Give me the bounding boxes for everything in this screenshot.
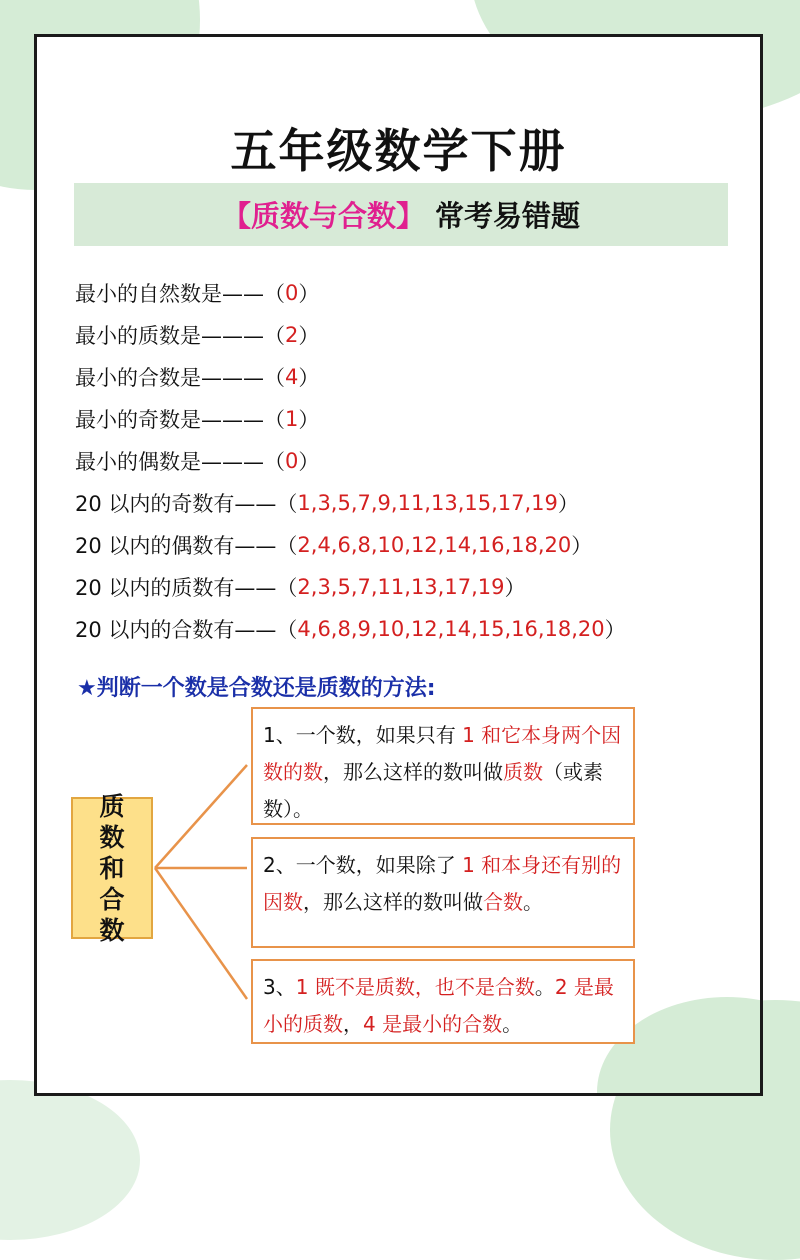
connector-line-bottom bbox=[155, 868, 247, 999]
rule-highlight: 4 是最小的合数 bbox=[363, 1012, 503, 1036]
fact-row: 最小的自然数是—— （ 0 ） bbox=[75, 272, 626, 314]
rule-text: 。 bbox=[534, 975, 555, 999]
side-label-prime-and-composite bbox=[71, 791, 153, 945]
fact-question: 最小的自然数是—— bbox=[75, 282, 264, 306]
side-label-char: 质 bbox=[99, 791, 125, 821]
rule-text: ，那么这样的数叫做 bbox=[303, 890, 483, 914]
rule-highlight: 合数 bbox=[483, 890, 523, 914]
rule-text: 。 bbox=[502, 1012, 523, 1036]
rule-box-prime bbox=[251, 707, 635, 825]
fact-question: 最小的偶数是——— bbox=[75, 450, 264, 474]
fact-row: 20 以内的偶数有—— （ 2,4,6,8,10,12,14,16,18,20 ） bbox=[75, 524, 626, 566]
bg-blob-bottom-left bbox=[0, 1080, 140, 1240]
fact-question: 20 以内的质数有—— bbox=[75, 576, 277, 600]
fact-answer: 4 bbox=[285, 365, 299, 389]
fact-question: 最小的质数是——— bbox=[75, 324, 264, 348]
fact-question: 20 以内的偶数有—— bbox=[75, 534, 277, 558]
fact-question: 20 以内的合数有—— bbox=[75, 618, 277, 642]
rule-highlight: 1 既不是质数，也不是合数 bbox=[295, 975, 535, 999]
fact-row: 最小的奇数是——— （ 1 ） bbox=[75, 398, 626, 440]
fact-row: 最小的合数是——— （ 4 ） bbox=[75, 356, 626, 398]
fact-answer: 2,4,6,8,10,12,14,16,18,20 bbox=[297, 533, 572, 557]
fact-row: 20 以内的合数有—— （ 4,6,8,9,10,12,14,15,16,18,20 ） bbox=[75, 608, 626, 650]
rule-highlight: 质数 bbox=[503, 760, 543, 784]
rule-highlight: 2 是最小的质数 bbox=[263, 975, 614, 1036]
rule-text: 2、一个数，如果除了 bbox=[263, 853, 456, 877]
rule-highlight: 1 和它本身两个因数的数 bbox=[263, 723, 622, 784]
side-label-char: 合 bbox=[99, 884, 125, 914]
rule-text: 1、一个数，如果只有 bbox=[263, 723, 456, 747]
side-label-char: 和 bbox=[99, 853, 125, 883]
subtitle-rest: 常考易错题 bbox=[435, 199, 581, 233]
fact-answer: 4,6,8,9,10,12,14,15,16,18,20 bbox=[297, 617, 605, 641]
fact-row: 最小的偶数是——— （ 0 ） bbox=[75, 440, 626, 482]
connector-line-top bbox=[155, 765, 247, 868]
side-label-char: 数 bbox=[99, 915, 125, 945]
rule-text: （或素数）。 bbox=[263, 760, 603, 821]
rule-text: 3、 bbox=[263, 975, 296, 999]
method-heading: ★判断一个数是合数还是质数的方法: bbox=[77, 676, 436, 701]
rule-highlight: 1 和本身还有别的因数 bbox=[263, 853, 622, 914]
fact-question: 最小的合数是——— bbox=[75, 366, 264, 390]
fact-answer: 1 bbox=[285, 407, 299, 431]
page-title: 五年级数学下册 bbox=[230, 124, 567, 178]
side-label-char: 数 bbox=[99, 822, 125, 852]
rule-text: ，那么这样的数叫做 bbox=[323, 760, 503, 784]
fact-row: 20 以内的奇数有—— （ 1,3,5,7,9,11,13,15,17,19 ） bbox=[75, 482, 626, 524]
rule-text: 。 bbox=[523, 890, 543, 914]
rule-box-special-cases bbox=[251, 959, 635, 1044]
rule-text: ， bbox=[343, 1012, 363, 1036]
fact-answer: 0 bbox=[285, 281, 299, 305]
fact-row: 最小的质数是——— （ 2 ） bbox=[75, 314, 626, 356]
fact-answer: 2 bbox=[285, 323, 299, 347]
fact-question: 20 以内的奇数有—— bbox=[75, 492, 277, 516]
page-frame bbox=[34, 34, 763, 1096]
fact-answer: 2,3,5,7,11,13,17,19 bbox=[297, 575, 505, 599]
fact-answer: 1,3,5,7,9,11,13,15,17,19 bbox=[297, 491, 558, 515]
subtitle-topic: 【质数与合数】 bbox=[221, 199, 425, 233]
fact-row: 20 以内的质数有—— （ 2,3,5,7,11,13,17,19 ） bbox=[75, 566, 626, 608]
fact-question: 最小的奇数是——— bbox=[75, 408, 264, 432]
fact-answer: 0 bbox=[285, 449, 299, 473]
rule-box-composite bbox=[251, 837, 635, 948]
